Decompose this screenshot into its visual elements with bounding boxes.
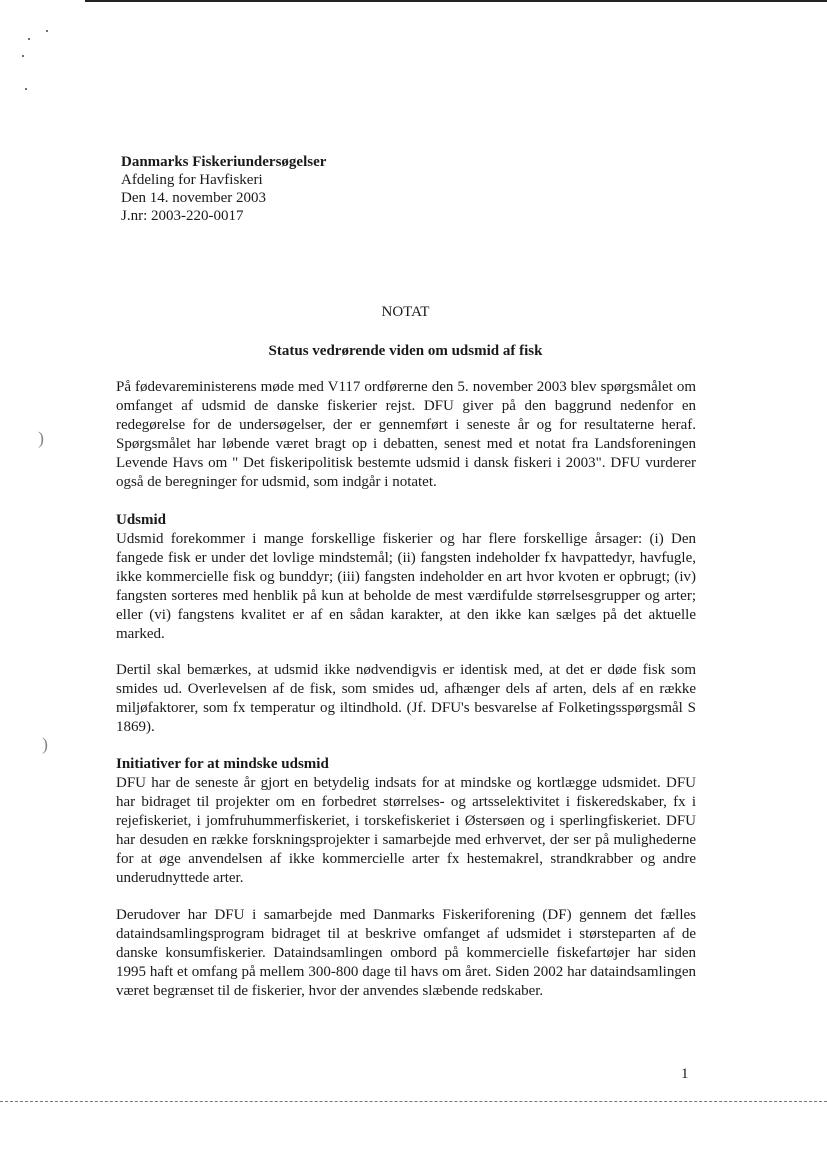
- initiativer-section: [116, 755, 696, 888]
- scan-speck: [28, 38, 30, 40]
- document-subtitle-text: Status vedrørende viden om udsmid af fisk: [268, 343, 543, 359]
- letterhead: [121, 153, 326, 225]
- document-subtitle: [0, 343, 827, 360]
- scan-speck: [25, 88, 27, 90]
- initiativer-paragraph: DFU har de seneste år gjort en betydelig indsats for at mindske og kortlægge udsmidet. DFU har bidraget til projekter om en forbedret størrelses- og artsselektivitet i fiskeredskaber, fx i rejefiskeriet, i jomfruhummerfiskeriet, i torskefiskeriet i Østersøen og i sperlingfiskeriet. DFU har desuden en række forskningsprojekter i samarbejde med erhvervet, der ser på mulighederne for at øge anvendelsen af ikke kommercielle arter fx hestemakrel, strandkrabber og andre underudnyttede arter.: [116, 775, 696, 886]
- initiativer-heading: Initiativer for at mindske udsmid: [116, 756, 329, 772]
- scan-punch-mark: ): [42, 734, 48, 754]
- document-title-text: NOTAT: [381, 304, 430, 320]
- udsmid-paragraph: Udsmid forekommer i mange forskellige fiskerier og har flere forskellige årsager: (i) Den fangede fisk er under det lovlige mindstemål; (ii) fangsten indeholder fx havpattedyr, havfugle, ikke kommercielle fisk og bunddyr; (iii) fangsten indeholder en art hvor kvoten er opbrugt; (iv) fangsten sorteres med henblik på kun at beholde de mest værdifulde størrelsesgrupper og arter; eller (vi) fangstens kvalitet er af en sådan karakter, at den ikke kan sælges på det aktuelle marked.: [116, 531, 696, 642]
- intro-section: [116, 378, 696, 492]
- udsmid-section: [116, 511, 696, 644]
- scan-punch-mark: ): [38, 428, 44, 448]
- scan-speck: [22, 55, 24, 57]
- dertil-section: [116, 661, 696, 737]
- intro-paragraph: På fødevareministerens møde med V117 ordførerne den 5. november 2003 blev spørgsmålet om omfanget af udsmid de danske fiskerier rejst. DFU giver på den baggrund nedenfor en redegørelse for de undersøgelser, der er gennemført i seneste år og for resultaterne heraf. Spørgsmålet har løbende været bragt op i debatten, senest med et notat fra Landsforeningen Levende Havs om " Det fiskeripolitisk bestemte udsmid i dansk fiskeri i 2003". DFU vurderer også de beregninger for udsmid, som indgår i notatet.: [116, 379, 696, 490]
- derudover-paragraph: Derudover har DFU i samarbejde med Danmarks Fiskeriforening (DF) gennem det fælles dataindsamlingsprogram bidraget til at beskrive omfanget af udsmidet i størsteparten af de danske konsumfiskerier. Dataindsamlingen ombord på kommercielle fiskefartøjer har siden 1995 haft et omfang på mellem 300-800 dage til havs om året. Siden 2002 har dataindsamlingen været begrænset til de fiskerier, hvor der anvendes slæbende redskaber.: [116, 907, 696, 999]
- reference-number: J.nr: 2003-220-0017: [121, 208, 244, 224]
- scan-edge-line: [0, 1101, 827, 1102]
- scan-edge-line: [85, 0, 827, 2]
- udsmid-heading: Udsmid: [116, 512, 167, 528]
- derudover-section: [116, 906, 696, 1001]
- scan-speck: [46, 30, 48, 32]
- page-number: 1: [681, 1066, 689, 1082]
- department-name: Afdeling for Havfiskeri: [121, 172, 263, 188]
- document-date: Den 14. november 2003: [121, 190, 266, 206]
- organization-name: Danmarks Fiskeriundersøgelser: [121, 154, 327, 170]
- dertil-paragraph: Dertil skal bemærkes, at udsmid ikke nødvendigvis er identisk med, at det er døde fisk som smides ud. Overlevelsen af de fisk, som smides ud, afhænger dels af arten, dels af en række miljøfaktorer, som fx temperatur og iltindhold. (Jf. DFU's besvarelse af Folketingsspørgsmål S 1869).: [116, 662, 696, 735]
- document-title: [0, 304, 827, 321]
